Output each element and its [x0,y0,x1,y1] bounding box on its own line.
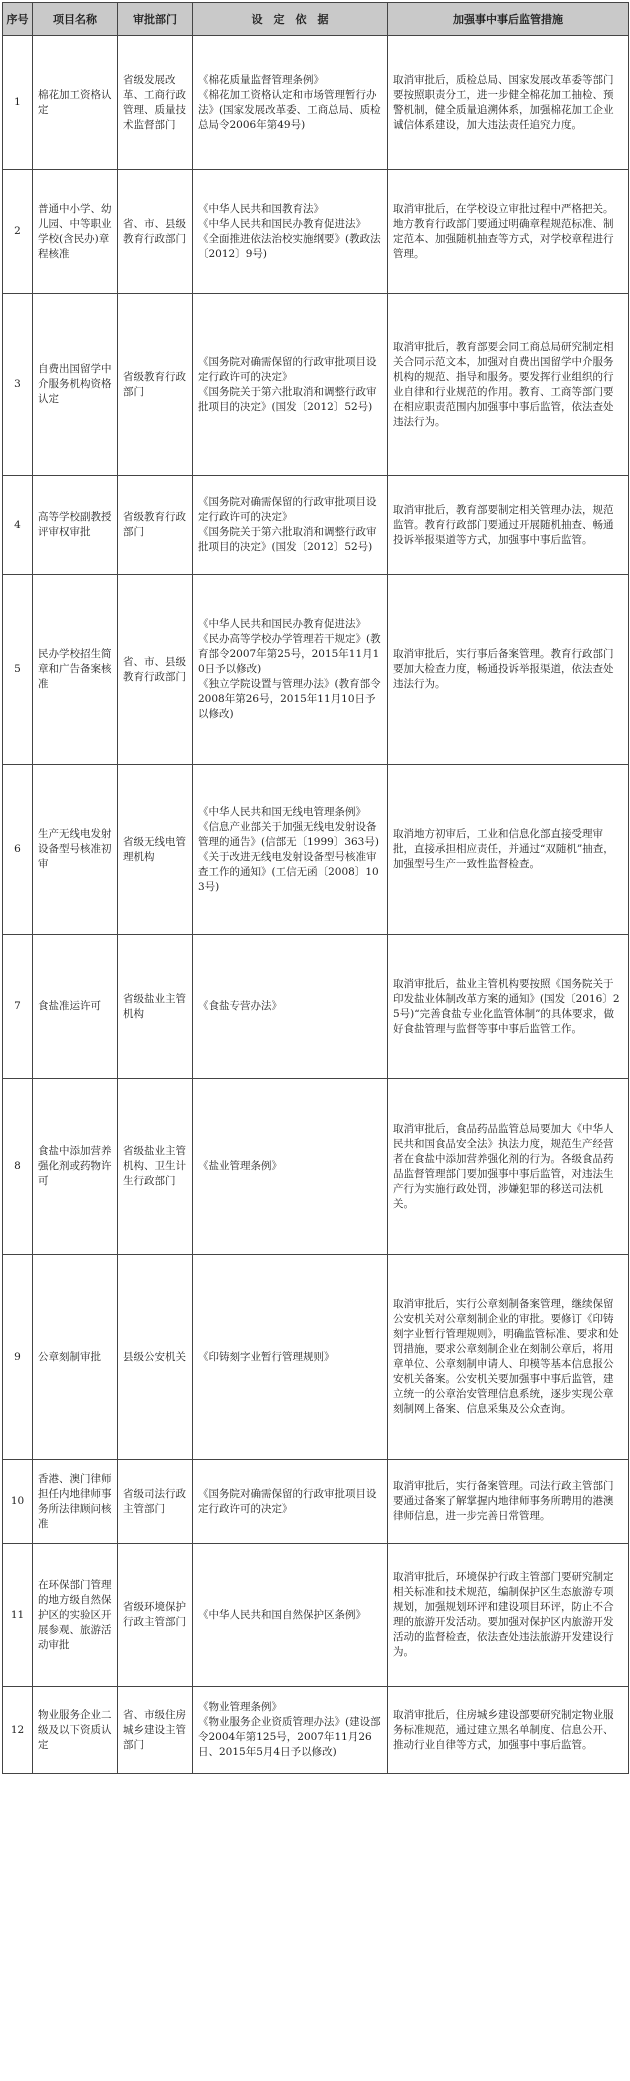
legal-basis [193,1544,388,1687]
legal-basis-item: 《印铸刻字业暂行管理规则》 [198,1350,335,1363]
project-name: 民办学校招生简章和广告备案核准 [33,575,118,765]
supervision-measure: 取消地方初审后，工业和信息化部直接受理审批，直接承担相应责任，并通过“双随机”抽查，加强型号生产一致性监督检查。 [388,765,629,935]
header-dept: 审批部门 [118,3,193,36]
legal-basis-item: 《中华人民共和国民办教育促进法》 [198,618,366,630]
supervision-measure: 取消审批后，盐业主管机构要按照《国务院关于印发盐业体制改革方案的通知》(国发〔2016〕25号)“完善食盐专业化监管体制”的具体要求，做好食盐管理与监督等事中事后监管工作。 [388,935,629,1079]
row-number: 1 [3,36,33,170]
row-number: 9 [3,1255,33,1460]
row-number: 12 [3,1687,33,1774]
row-number: 10 [3,1460,33,1544]
legal-basis [193,170,388,294]
table-row [3,935,629,1079]
approval-department: 省级司法行政主管部门 [118,1460,193,1544]
legal-basis-item: 《物业管理条例》 [198,1701,282,1713]
approval-department: 省级教育行政部门 [118,476,193,575]
row-number: 3 [3,294,33,476]
header-no: 序号 [3,3,33,36]
legal-basis-item: 《食盐专营办法》 [198,1000,282,1012]
supervision-measure: 取消审批后，食品药品监管总局要加大《中华人民共和国食品安全法》执法力度，规范生产经营者在食盐中添加营养强化剂的行为。各级食品药品监督管理部门要加强事中事后监管，对违法生产行为实施行政处罚，涉嫌犯罪的移送司法机关。 [388,1079,629,1255]
header-basis: 设 定 依 据 [193,3,388,36]
legal-basis-item: 《中华人民共和国自然保护区条例》 [198,1608,366,1621]
supervision-measure: 取消审批后，实行备案管理。司法行政主管部门要通过备案了解掌握内地律师事务所聘用的港澳律师信息，进一步完善日常管理。 [388,1460,629,1544]
supervision-measure: 取消审批后，教育部要制定相关管理办法，规范监管。教育行政部门要通过开展随机抽查、畅通投诉举报渠道等方式，加强事中事后监管。 [388,476,629,575]
table-row [3,1255,629,1460]
supervision-measure: 取消审批后，实行事后备案管理。教育行政部门要加大检查力度，畅通投诉举报渠道，依法查处违法行为。 [388,575,629,765]
table-row [3,170,629,294]
project-name: 食盐中添加营养强化剂或药物许可 [33,1079,118,1255]
legal-basis [193,935,388,1079]
approval-department: 省级发展改革、工商行政管理、质量技术监督部门 [118,36,193,170]
table-row [3,476,629,575]
header-name: 项目名称 [33,3,118,36]
legal-basis-item: 《关于改进无线电发射设备型号核准审查工作的通知》(工信无函〔2008〕103号) [198,850,379,893]
legal-basis [193,575,388,765]
approval-department: 省级无线电管理机构 [118,765,193,935]
policy-table [2,2,629,1774]
table-header-row [3,3,629,36]
legal-basis-item: 《中华人民共和国民办教育促进法》 [198,217,366,230]
supervision-measure: 取消审批后，教育部要会同工商总局研究制定相关合同示范文本，加强对自费出国留学中介服务机构的规范、指导和服务。要发挥行业组织的行业自律和行业规范的作用。教育、工商等部门要在相应职责范围内加强事中事后监管，依法查处违法行为。 [388,294,629,476]
project-name: 普通中小学、幼儿园、中等职业学校(含民办)章程核准 [33,170,118,294]
header-measure: 加强事中事后监管措施 [388,3,629,36]
legal-basis-item: 《盐业管理条例》 [198,1160,282,1172]
legal-basis-item: 《国务院关于第六批取消和调整行政审批项目的决定》(国发〔2012〕52号) [198,385,377,413]
table-row [3,1460,629,1544]
project-name: 生产无线电发射设备型号核准初审 [33,765,118,935]
approval-department: 省、市、县级教育行政部门 [118,575,193,765]
legal-basis [193,765,388,935]
legal-basis-item: 《民办高等学校办学管理若干规定》(教育部令2007年第25号，2015年11月10日予以修改) [198,633,381,675]
legal-basis-item: 《国务院对确需保留的行政审批项目设定行政许可的决定》 [198,355,377,383]
project-name: 棉花加工资格认定 [33,36,118,170]
legal-basis [193,1687,388,1774]
supervision-measure: 取消审批后，住房城乡建设部要研究制定物业服务标准规范，通过建立黑名单制度、信息公开、推动行业自律等方式，加强事中事后监管。 [388,1687,629,1774]
table-row [3,1544,629,1687]
legal-basis [193,1079,388,1255]
approval-department: 省级环境保护行政主管部门 [118,1544,193,1687]
legal-basis-item: 《国务院对确需保留的行政审批项目设定行政许可的决定》 [198,1487,377,1515]
legal-basis [193,1460,388,1544]
row-number: 11 [3,1544,33,1687]
table-row [3,1079,629,1255]
supervision-measure: 取消审批后，质检总局、国家发展改革委等部门要按照职责分工，进一步健全棉花加工抽检、预警机制，健全质量追溯体系，加强棉花加工企业诚信体系建设，加大违法责任追究力度。 [388,36,629,170]
project-name: 高等学校副教授评审权审批 [33,476,118,575]
project-name: 香港、澳门律师担任内地律师事务所法律顾问核准 [33,1460,118,1544]
project-name: 自费出国留学中介服务机构资格认定 [33,294,118,476]
approval-department: 省级盐业主管机构 [118,935,193,1079]
approval-department: 省级教育行政部门 [118,294,193,476]
legal-basis-item: 《中华人民共和国教育法》 [198,202,324,215]
table-row [3,294,629,476]
table-row [3,36,629,170]
legal-basis-item: 《棉花质量监督管理条例》 [198,73,324,86]
legal-basis [193,1255,388,1460]
table-row [3,1687,629,1774]
approval-department: 省级盐业主管机构、卫生计生行政部门 [118,1079,193,1255]
legal-basis [193,294,388,476]
project-name: 食盐准运许可 [33,935,118,1079]
legal-basis [193,476,388,575]
project-name: 物业服务企业二级及以下资质认定 [33,1687,118,1774]
legal-basis-item: 《独立学院设置与管理办法》(教育部令2008年第26号，2015年11月10日予以修改) [198,678,381,720]
approval-department: 省、市级住房城乡建设主管部门 [118,1687,193,1774]
legal-basis-item: 《中华人民共和国无线电管理条例》 [198,805,366,818]
row-number: 4 [3,476,33,575]
approval-department: 县级公安机关 [118,1255,193,1460]
row-number: 5 [3,575,33,765]
supervision-measure: 取消审批后，环境保护行政主管部门要研究制定相关标准和技术规范，编制保护区生态旅游专项规划，加强规划环评和建设项目环评，防止不合理的旅游开发活动。要加强对保护区内旅游开发活动的监督检查，依法查处违法旅游开发建设行为。 [388,1544,629,1687]
row-number: 7 [3,935,33,1079]
legal-basis-item: 《国务院对确需保留的行政审批项目设定行政许可的决定》 [198,496,377,523]
legal-basis [193,36,388,170]
legal-basis-item: 《物业服务企业资质管理办法》(建设部令2004年第125号，2007年11月26日、2015年5月4日予以修改) [198,1716,381,1758]
project-name: 公章刻制审批 [33,1255,118,1460]
supervision-measure: 取消审批后，实行公章刻制备案管理，继续保留公安机关对公章刻制企业的审批。要修订《印铸刻字业暂行管理规则》，明确监管标准、要求和处罚措施，要求公章刻制企业在刻制公章后，将用章单位、公章刻制申请人、印模等基本信息报公安机关备案。公安机关要加强事中事后监管，建立统一的公章治安管理信息系统，逐步实现公章刻制网上备案、信息采集及公众查询。 [388,1255,629,1460]
project-name: 在环保部门管理的地方级自然保护区的实验区开展参观、旅游活动审批 [33,1544,118,1687]
row-number: 2 [3,170,33,294]
approval-department: 省、市、县级教育行政部门 [118,170,193,294]
supervision-measure: 取消审批后，在学校设立审批过程中严格把关。地方教育行政部门要通过明确章程规范标准、制定范本、加强随机抽查等方式，对学校章程进行管理。 [388,170,629,294]
row-number: 8 [3,1079,33,1255]
table-row [3,575,629,765]
legal-basis-item: 《信息产业部关于加强无线电发射设备管理的通告》(信部无〔1999〕363号) [198,820,379,848]
legal-basis-item: 《全面推进依法治校实施纲要》(教政法〔2012〕9号) [198,232,381,260]
legal-basis-item: 《国务院关于第六批取消和调整行政审批项目的决定》(国发〔2012〕52号) [198,526,377,553]
legal-basis-item: 《棉花加工资格认定和市场管理暂行办法》(国家发展改革委、工商总局、质检总局令2006年第49号) [198,88,381,131]
row-number: 6 [3,765,33,935]
table-row [3,765,629,935]
